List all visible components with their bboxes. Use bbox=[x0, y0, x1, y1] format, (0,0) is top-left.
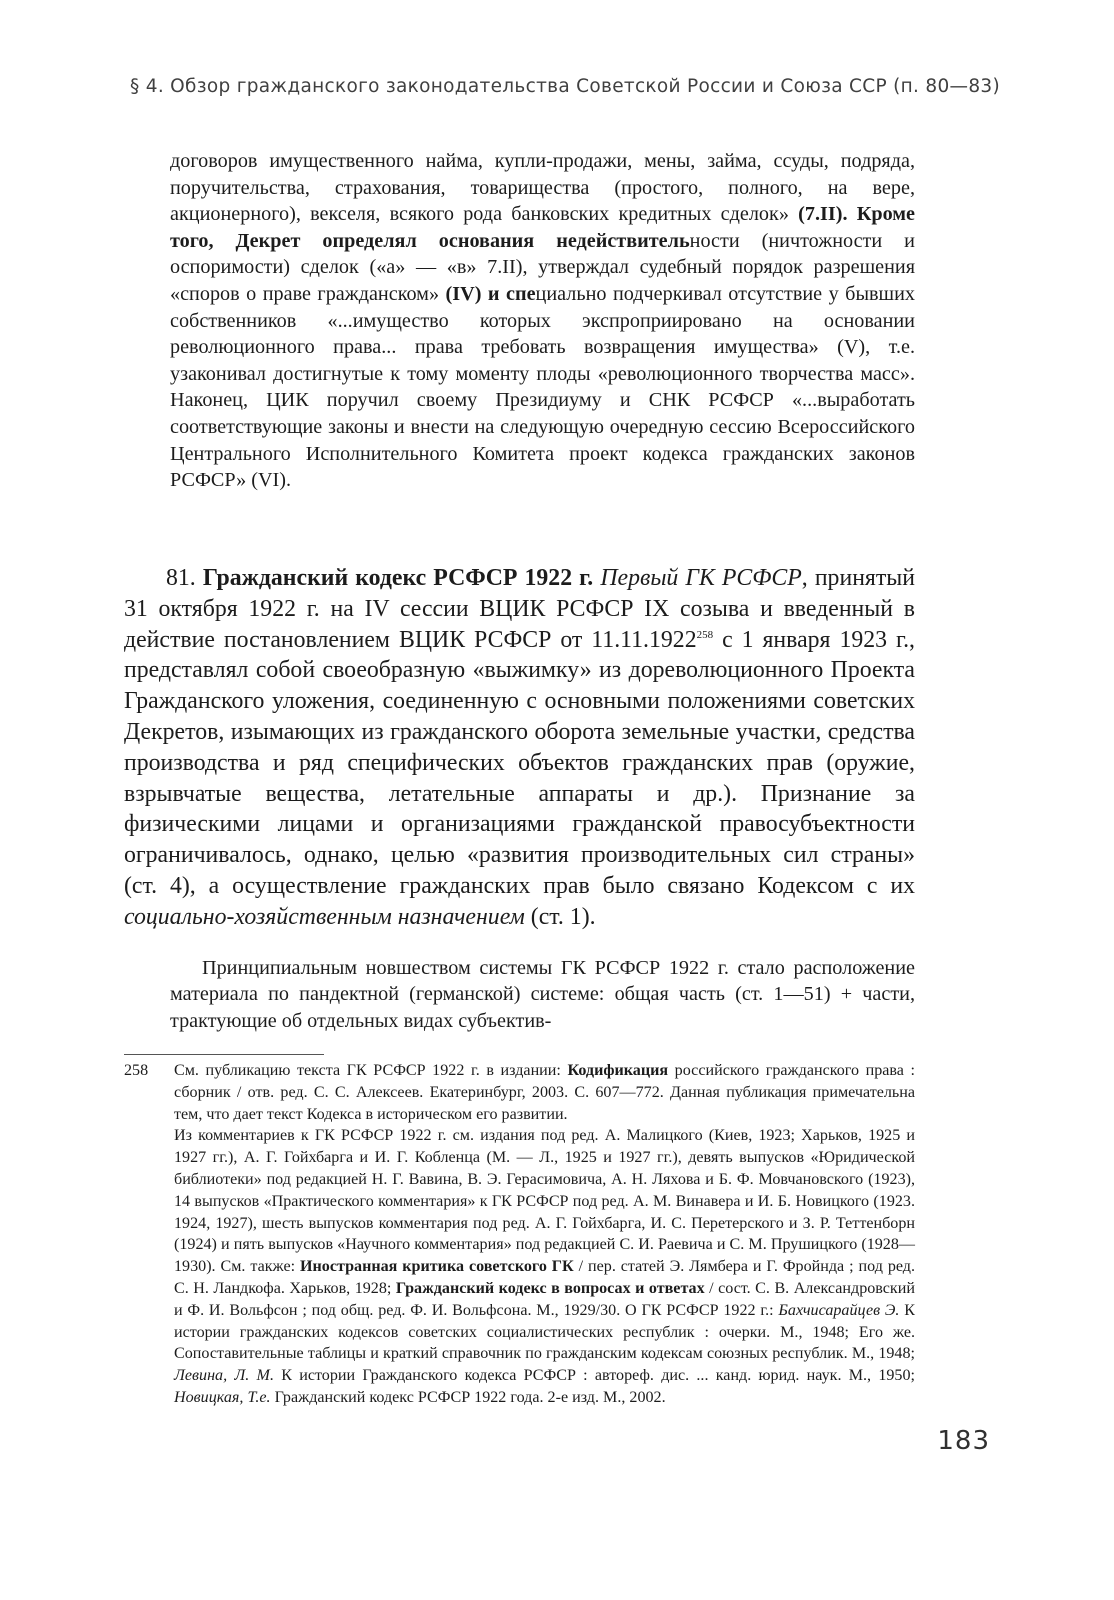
footnote-italic: Бахчисарайцев Э. bbox=[778, 1301, 900, 1319]
quote-block bbox=[170, 148, 915, 494]
running-header: § 4. Обзор гражданского законодательства Советской России и Союза ССР (п. 80—83) bbox=[130, 76, 1000, 97]
footnote-text: Гражданский кодекс РСФСР 1922 года. 2-е изд. М., 2002. bbox=[270, 1388, 666, 1406]
footnote-paragraph bbox=[174, 1125, 915, 1408]
body-paragraph bbox=[170, 955, 915, 1034]
footnote-text: / сост. С. В. Александровский и Ф. И. Вольфсон ; под общ. ред. Ф. И. Вольфсона. М., 1929/30. О ГК РСФСР 1922 г.: bbox=[174, 1279, 915, 1319]
section-italic-phrase: социально-хозяйственным назначением bbox=[124, 903, 525, 930]
footnote-text: / пер. статей Э. Лямбера и Г. Фройнда ; под ред. С. Н. Ландкофа. Харьков, 1928; bbox=[174, 1258, 916, 1297]
quote-text: циально подчеркивал отсутствие у бывших собственников «...имущество которых экспроприировано на основании революционного права... права требовать возвращения имущества» (V), т.е. узаконивал достигнутые к тому моменту плоды «революционного творчества масс». Наконец, ЦИК поручил своему Президиуму и СНК РСФСР «...выработать соответствующие законы и внести на следующую очередную сессию Всероссийского Центрального Исполнительного Комитета проект кодекса гражданских законов РСФСР» (VI). bbox=[170, 282, 915, 492]
section-81 bbox=[124, 563, 915, 933]
section-text: с 1 января 1923 г., представлял собой своеобразную «выжимку» из дореволюционного Проекта Гражданского уложения, соединенную с основными положениями советских Декретов, изымающих из гражданского оборота земельные участки, средства производства и ряд специфических объектов гражданских прав (оружие, взрывчатые вещества, летательные аппараты и др.). Признание за физическими лицами и организациями гражданской правосубъектности ограничивалось, однако, целью «развития производительных сил страны» (ст. 4), а осуществление гражданских прав было связано Кодексом с их bbox=[124, 626, 915, 899]
footnote-text: Из комментариев к ГК РСФСР 1922 г. см. издания под ред. А. Малицкого (Киев, 1923; Харьков, 1925 и 1927 гг.), А. Г. Гойхбарга и И. Г. Кобленца (М. — Л., 1925 и 1927 гг.), девять выпусков «Юридической библиотеки» под редакцией Н. Г. Вавина, В. Э. Герасимовича, А. Н. Ляхова и Б. Ф. Мовчановского (1923), 14 выпусков «Практического комментария» к ГК РСФСР под ред. А. М. Винавера и И. Б. Новицкого (1923. 1924, 1927), шесть выпусков комментария под ред. А. Г. Гойхбарга, И. С. Перетерского и З. Р. Теттенборн (1924) и пять выпусков «Научного комментария» под редакцией С. И. Раевича и С. М. Прушицкого (1928—1930). См. также: bbox=[174, 1127, 915, 1276]
paragraph-text: Принципиальным новшеством системы ГК РСФСР 1922 г. стало расположение материала по пандектной (германской) системе: общая часть (ст. 1—51) + части, трактующие об отдельных видах субъектив- bbox=[170, 957, 915, 1032]
quote-text: договоров имущественного найма, купли-продажи, мены, займа, ссуды, подряда, поручительства, страхования, товарищества (простого, полного, на вере, акционерного), векселя, всякого рода банковских кредитных сделок» bbox=[170, 150, 915, 226]
quote-bold-text: (7.II). Кроме того, Декрет определял основания недействитель bbox=[170, 203, 916, 252]
section-title: Гражданский кодекс РСФСР 1922 г. bbox=[202, 565, 594, 591]
section-number: 81. bbox=[166, 565, 203, 591]
section-text: (ст. 1). bbox=[524, 903, 596, 930]
footnote-bold: Гражданский кодекс в вопросах и ответах bbox=[395, 1279, 705, 1297]
footnote-number: 258 bbox=[124, 1062, 149, 1079]
footnote-bold: Иностранная критика советского ГК bbox=[299, 1258, 574, 1276]
footnote-italic: Новицкая, Т.е. bbox=[174, 1388, 271, 1406]
footnote-text: См. публикацию текста ГК РСФСР 1922 г. в издании: bbox=[174, 1062, 568, 1079]
footnote-text: К истории Гражданского кодекса РСФСР : автореф. дис. ... канд. юрид. наук. М., 1950; bbox=[273, 1367, 915, 1385]
footnote-body bbox=[174, 1060, 915, 1409]
footnote-italic: Левина, Л. М. bbox=[174, 1367, 274, 1385]
footnote-divider bbox=[124, 1054, 324, 1055]
section-paragraph bbox=[124, 563, 915, 933]
quote-text: ности (ничтожности и оспоримости) сделок («а» — «в» 7.II), утверждал судебный порядок разрешения «споров о праве гражданском» bbox=[170, 229, 915, 305]
footnote-bold: Кодификация bbox=[567, 1062, 669, 1079]
section-text: , принятый 31 октября 1922 г. на IV сессии ВЦИК РСФСР IX созыва и введенный в действие постановлением ВЦИК РСФСР от 11.11.1922 bbox=[124, 565, 915, 653]
page-number: 183 bbox=[937, 1426, 990, 1456]
footnote-paragraph bbox=[174, 1060, 915, 1125]
quote-bold-text: (IV) и спе bbox=[439, 282, 536, 305]
footnote-258 bbox=[124, 1060, 915, 1409]
section-subtitle: Первый ГК РСФСР bbox=[600, 565, 802, 591]
quote-paragraph bbox=[170, 148, 915, 494]
footnote-ref[interactable]: 258 bbox=[696, 628, 714, 641]
footnote-text: К истории гражданских кодексов советских социалистических республик : очерки. М., 1948; Его же. Сопоставительные таблицы и краткий справочник по гражданским кодексам союзных республик. М., 1948; bbox=[174, 1301, 915, 1363]
footnote-text: российского гражданского права : сборник / отв. ред. С. С. Алексеев. Екатеринбург, 2003. С. 607—772. Данная публикация примечательна тем, что дает текст Кодекса в историческом его развитии. bbox=[174, 1062, 916, 1123]
